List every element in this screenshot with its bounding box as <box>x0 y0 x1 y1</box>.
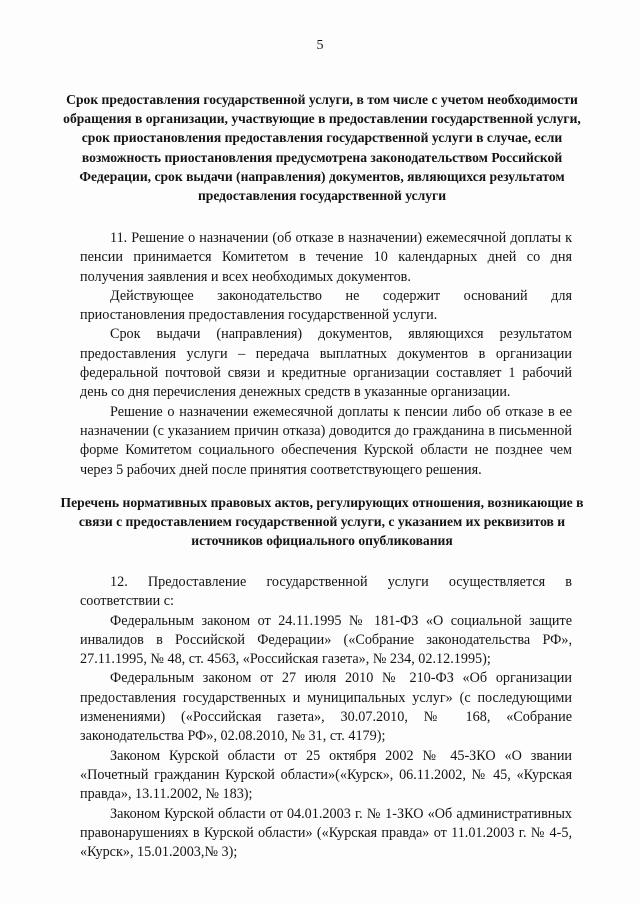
paragraph: Решение о назначении ежемесячной доплаты к пенсии либо об отказе в ее назначении (с указанием причин отказа) доводится до гражданина в письменной форме Комитетом социального обеспечения Курской области не позднее чем через 5 рабочих дней после принятия соответствующего решения. <box>80 403 572 478</box>
paragraph: Федеральным законом от 27 июля 2010 № 210-ФЗ «Об организации предоставления государственных и муниципальных услуг» (с последующими изменениями) («Российская газета», 30.07.2010, № 168, «Собрание законодательства РФ», 02.08.2010, № 31, ст. 4179); <box>80 670 572 745</box>
section-body-service-term <box>80 229 572 480</box>
paragraph: Законом Курской области от 25 октября 2002 № 45-ЗКО «О звании «Почетный гражданин Курской области»(«Курск», 06.11.2002, № 45, «Курская правда», 13.11.2002, № 183); <box>80 747 572 803</box>
paragraph: 11. Решение о назначении (об отказе в назначении) ежемесячной доплаты к пенсии принимается Комитетом в течение 10 календарных дней со дня получения заявления и всех необходимых документов. <box>80 230 572 285</box>
paragraph: Федеральным законом от 24.11.1995 № 181-ФЗ «О социальной защите инвалидов в Российской Федерации» («Собрание законодательства РФ», 27.11.1995, № 48, ст. 4563, «Российская газета», № 234, 02.12.1995); <box>80 612 572 668</box>
paragraph: Действующее законодательство не содержит оснований для приостановления предоставления государственной услуги. <box>80 287 572 324</box>
paragraph: Законом Курской области от 04.01.2003 г. № 1-ЗКО «Об административных правонарушениях в Курской области» («Курская правда» от 11.01.2003 г. № 4-5, «Курск», 15.01.2003,№ 3); <box>80 805 572 861</box>
page-number: 5 <box>316 38 324 53</box>
section-body-legal-acts <box>80 573 572 862</box>
section-heading-legal-acts: Перечень нормативных правовых актов, регулирующих отношения, возникающие в связи с предоставлением государственной услуги, с указанием их реквизитов и источников официального опубликования <box>60 495 584 549</box>
paragraph: 12. Предоставление государственной услуги осуществляется в соответствии с: <box>80 574 572 610</box>
section-heading-service-term: Срок предоставления государственной услуги, в том числе с учетом необходимости обращения в организации, участвующие в предоставлении государственной услуги, срок приостановления предоставления государственной услуги в случае, если возможность приостановления предусмотрена законодательством Российской Федерации, срок выдачи (направления) документов, являющихся результатом предоставления государственной услуги <box>63 92 581 204</box>
paragraph: Срок выдачи (направления) документов, являющихся результатом предоставления услуги – передача выплатных документов в организации федеральной почтовой связи и кредитные организации составляет 1 рабочий день со дня перечисления денежных средств в указанные организации. <box>80 326 572 401</box>
